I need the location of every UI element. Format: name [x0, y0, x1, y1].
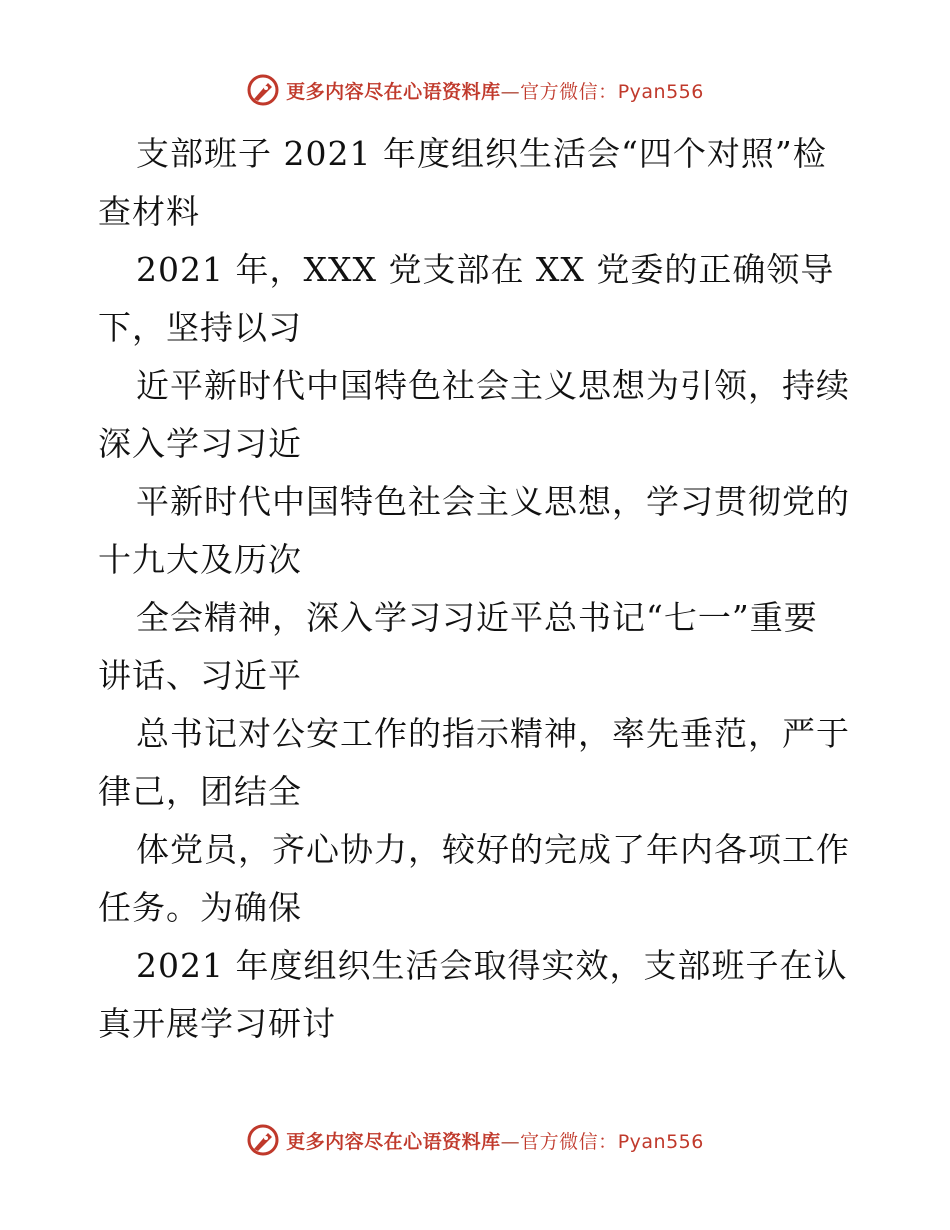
text-line: 查材料	[98, 192, 200, 231]
watermark-wechat-id: Pyan556	[617, 1130, 704, 1153]
text-line: 体党员，齐心协力，较好的完成了年内各项工作	[136, 830, 850, 869]
watermark-main: 更多内容尽在心语资料库	[286, 1130, 501, 1153]
footer-watermark	[0, 1120, 950, 1160]
watermark-wechat-id: Pyan556	[617, 80, 704, 103]
text-line: 2021 年，XXX 党支部在 XX 党委的正确领导	[136, 250, 835, 289]
pen-nib-logo-icon	[246, 73, 280, 107]
header-watermark	[0, 70, 950, 110]
text-line: 支部班子 2021 年度组织生活会“四个对照”检	[136, 134, 827, 173]
watermark-text	[286, 1127, 704, 1154]
text-line: 任务。为确保	[98, 888, 302, 927]
document-body	[98, 125, 858, 1053]
text-line: 律己，团结全	[98, 772, 302, 811]
text-line: 十九大及历次	[98, 540, 302, 579]
text-line: 近平新时代中国特色社会主义思想为引领，持续	[136, 366, 850, 405]
watermark-dash: —	[500, 80, 521, 103]
text-line: 总书记对公安工作的指示精神，率先垂范，严于	[136, 714, 850, 753]
watermark-text	[286, 77, 704, 104]
text-line: 讲话、习近平	[98, 656, 302, 695]
watermark-wechat-label: 官方微信：	[520, 1130, 618, 1153]
watermark-dash: —	[500, 1130, 521, 1153]
text-line: 深入学习习近	[98, 424, 302, 463]
text-line: 下，坚持以习	[98, 308, 302, 347]
watermark-main: 更多内容尽在心语资料库	[286, 80, 501, 103]
watermark-wechat-label: 官方微信：	[520, 80, 618, 103]
text-line: 平新时代中国特色社会主义思想，学习贯彻党的	[136, 482, 850, 521]
text-line: 2021 年度组织生活会取得实效，支部班子在认	[136, 946, 848, 985]
text-line: 全会精神，深入学习习近平总书记“七一”重要	[136, 598, 818, 637]
pen-nib-logo-icon	[246, 1123, 280, 1157]
text-line: 真开展学习研讨	[98, 1004, 336, 1043]
